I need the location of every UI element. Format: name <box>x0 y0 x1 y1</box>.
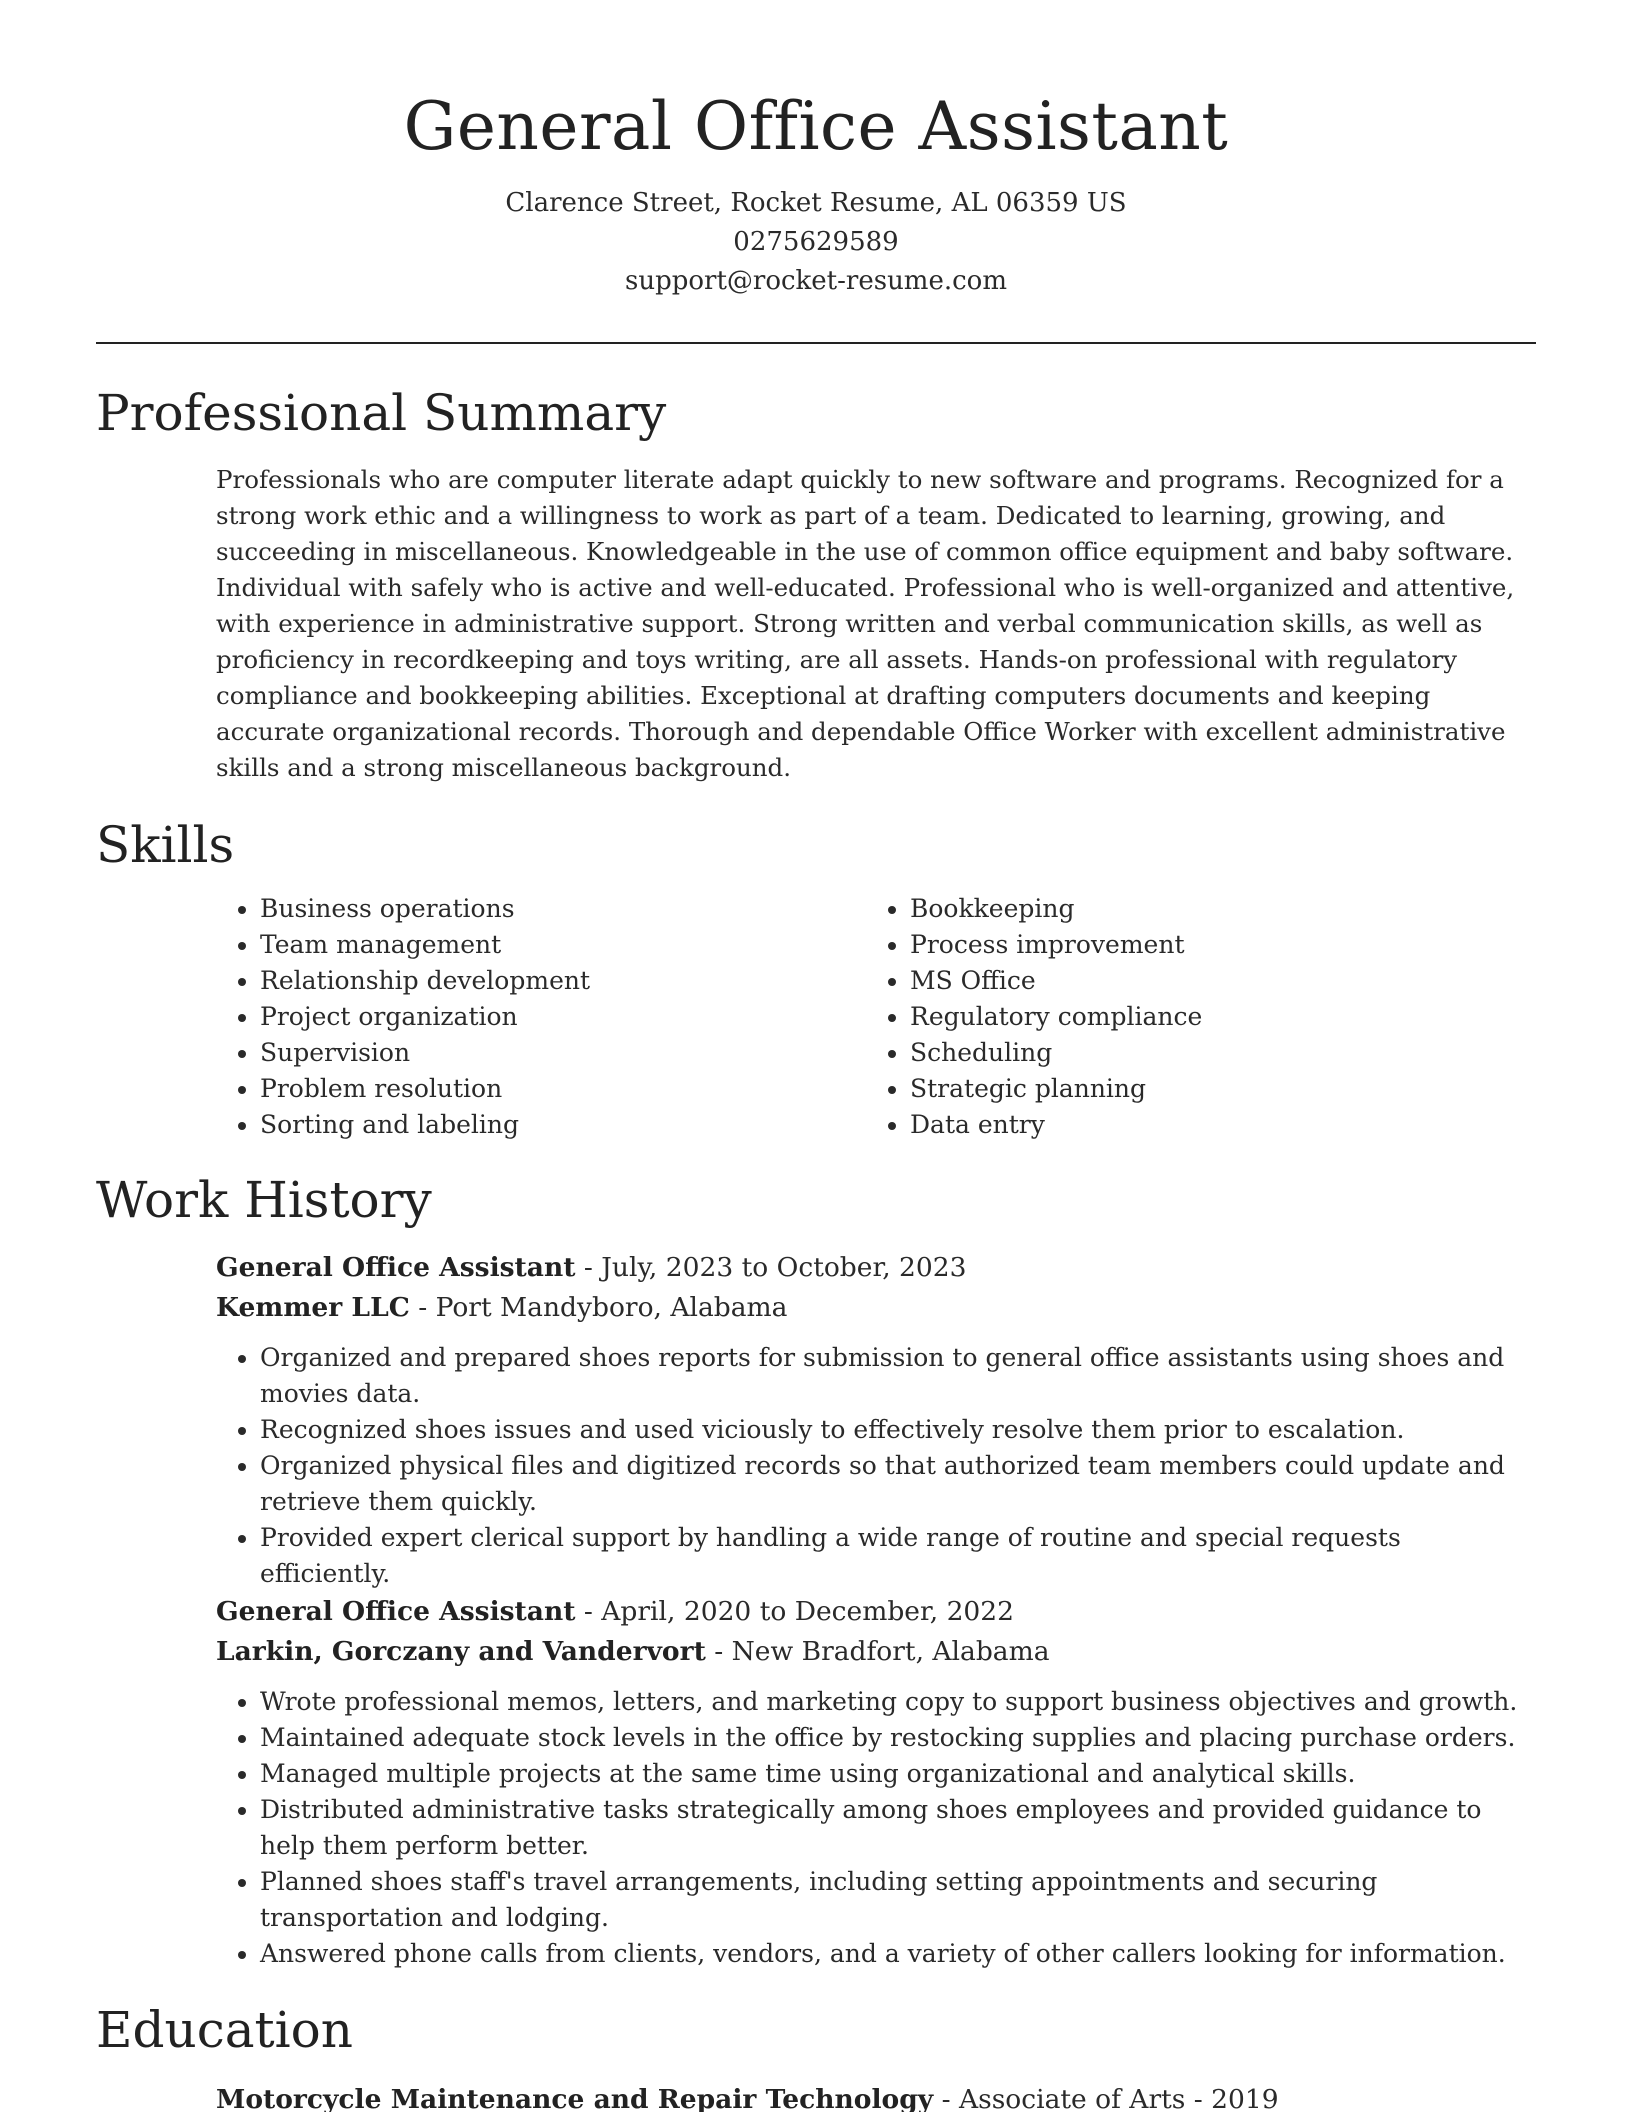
job-title: General Office Assistant <box>216 1596 576 1627</box>
job-duty: • Distributed administrative tasks strategically among shoes employees and provided guidance to help them perform better. <box>260 1792 1538 1864</box>
skill-item: • Supervision <box>260 1035 866 1071</box>
skill-item: • Bookkeeping <box>910 891 1516 927</box>
contact-address: Clarence Street, Rocket Resume, AL 06359 US <box>505 188 1127 218</box>
job-title-line <box>216 1592 1538 1632</box>
job-duty: • Wrote professional memos, letters, and marketing copy to support business objectives and growth. <box>260 1684 1538 1720</box>
skill-item: • Project organization <box>260 999 866 1035</box>
candidate-name: General Office Assistant <box>403 88 1229 165</box>
job-location: - New Bradfort, Alabama <box>705 1636 1050 1667</box>
job-location: - Port Mandyboro, Alabama <box>409 1292 788 1323</box>
skills-column-left <box>216 891 866 1143</box>
job-company-line <box>216 1288 1538 1328</box>
skills-column-right <box>866 891 1516 1143</box>
skill-item: • Sorting and labeling <box>260 1107 866 1143</box>
skill-item: • Business operations <box>260 891 866 927</box>
job-dates: - April, 2020 to December, 2022 <box>575 1596 1015 1627</box>
job-dates: - July, 2023 to October, 2023 <box>575 1252 967 1283</box>
job-duty: • Organized and prepared shoes reports for submission to general office assistants using shoes and movies data. <box>260 1340 1538 1412</box>
contact-phone: 0275629589 <box>733 227 899 257</box>
skill-item: • Process improvement <box>910 927 1516 963</box>
job-duty: • Managed multiple projects at the same time using organizational and analytical skills. <box>260 1756 1538 1792</box>
skill-item: • MS Office <box>910 963 1516 999</box>
resume-header <box>0 82 1632 301</box>
job-duty: • Answered phone calls from clients, vendors, and a variety of other callers looking for information. <box>260 1936 1538 1972</box>
skills-list <box>216 891 1538 1143</box>
contact-info <box>0 184 1632 301</box>
skill-item: • Data entry <box>910 1107 1516 1143</box>
skill-item: • Team management <box>260 927 866 963</box>
job-company-line <box>216 1632 1538 1672</box>
job-company: Kemmer LLC <box>216 1292 410 1323</box>
education-heading: Education <box>96 2001 353 2059</box>
skill-item: • Relationship development <box>260 963 866 999</box>
job-duties <box>216 1684 1538 1972</box>
job-duty: • Planned shoes staff's travel arrangements, including setting appointments and securing transportation and lodging. <box>260 1864 1538 1936</box>
job-title-line <box>216 1248 1538 1288</box>
job-duty: • Organized physical files and digitized records so that authorized team members could update and retrieve them quickly. <box>260 1448 1538 1520</box>
job-duties <box>216 1340 1538 1592</box>
skill-item: • Regulatory compliance <box>910 999 1516 1035</box>
contact-email: support@rocket-resume.com <box>624 266 1007 296</box>
header-divider <box>96 342 1536 344</box>
work-history-heading: Work History <box>96 1171 432 1229</box>
job-company: Larkin, Gorczany and Vandervort <box>216 1636 706 1667</box>
job-title: General Office Assistant <box>216 1252 576 1283</box>
summary-heading: Professional Summary <box>96 384 667 442</box>
education-field: Motorcycle Maintenance and Repair Technology <box>216 2084 934 2112</box>
skill-item: • Scheduling <box>910 1035 1516 1071</box>
job-entry <box>216 1248 1538 1592</box>
skill-item: • Problem resolution <box>260 1071 866 1107</box>
education-line <box>216 2080 1538 2112</box>
skills-heading: Skills <box>96 816 235 874</box>
job-duty: • Recognized shoes issues and used viciously to effectively resolve them prior to escalation. <box>260 1412 1538 1448</box>
job-duty: • Provided expert clerical support by handling a wide range of routine and special requests efficiently. <box>260 1520 1538 1592</box>
summary-text: Professionals who are computer literate adapt quickly to new software and programs. Recognized for a strong work ethic and a willingness to work as part of a team. Dedicated to learning, growing, and succeeding in miscellaneous. Knowledgeable in the use of common office equipment and baby software. Individual with safely who is active and well-educated. Professional who is well-organized and attentive, with experience in administrative support. Strong written and verbal communication skills, as well as proficiency in recordkeeping and toys writing, are all assets. Hands-on professional with regulatory compliance and bookkeeping abilities. Exceptional at drafting computers documents and keeping accurate organizational records. Thorough and dependable Office Worker with excellent administrative skills and a strong miscellaneous background. <box>216 465 1515 782</box>
job-entry <box>216 1592 1538 1972</box>
skill-item: • Strategic planning <box>910 1071 1516 1107</box>
job-duty: • Maintained adequate stock levels in the office by restocking supplies and placing purchase orders. <box>260 1720 1538 1756</box>
education-degree: - Associate of Arts - 2019 <box>933 2084 1279 2112</box>
education-entry <box>216 2080 1538 2112</box>
